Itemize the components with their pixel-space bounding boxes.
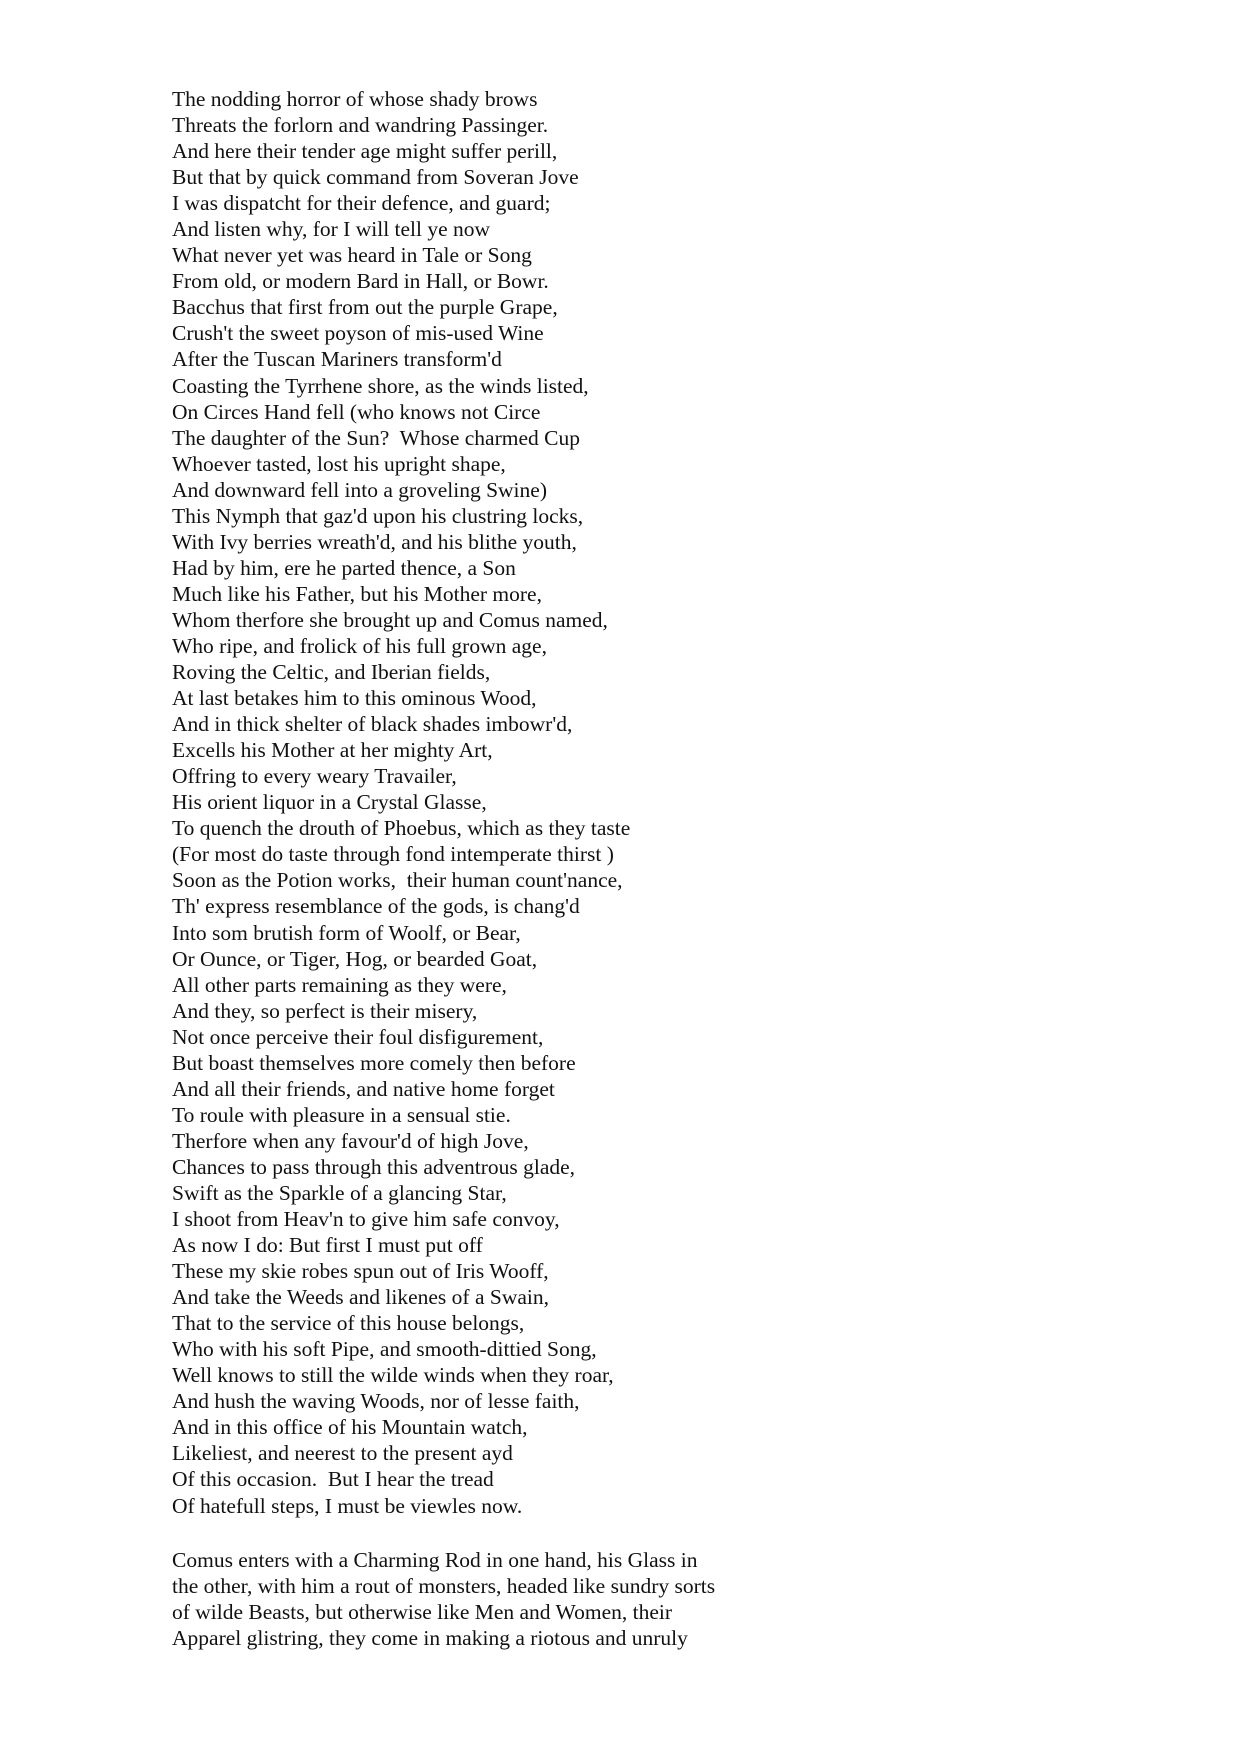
verse-line: Who ripe, and frolick of his full grown age, <box>172 633 547 658</box>
verse-line: (For most do taste through fond intemperate thirst ) <box>172 842 614 867</box>
verse-line: What never yet was heard in Tale or Song <box>172 243 532 268</box>
verse-line: His orient liquor in a Crystal Glasse, <box>172 790 487 815</box>
stage-direction-line: of wilde Beasts, but otherwise like Men and Women, their <box>172 1600 673 1625</box>
verse-line: Therfore when any favour'd of high Jove, <box>172 1128 529 1153</box>
verse-line: With Ivy berries wreath'd, and his blithe youth, <box>172 529 577 554</box>
verse-line: After the Tuscan Mariners transform'd <box>172 347 502 372</box>
verse-line: Not once perceive their foul disfigurement, <box>172 1024 544 1049</box>
verse-line: And in this office of his Mountain watch, <box>172 1415 528 1440</box>
verse-line: Threats the forlorn and wandring Passinger. <box>172 113 549 138</box>
verse-line: The nodding horror of whose shady brows <box>172 87 538 111</box>
verse-line: Of this occasion. But I hear the tread <box>172 1467 494 1492</box>
verse-line: Likeliest, and neerest to the present ayd <box>172 1441 513 1466</box>
verse-line: To quench the drouth of Phoebus, which as they taste <box>172 816 631 841</box>
verse-line: And they, so perfect is their misery, <box>172 998 478 1023</box>
verse-line: These my skie robes spun out of Iris Wooff, <box>172 1259 549 1284</box>
stage-direction-line: the other, with him a rout of monsters, headed like sundry sorts <box>172 1574 716 1599</box>
verse-line: All other parts remaining as they were, <box>172 972 507 997</box>
verse-line: Whoever tasted, lost his upright shape, <box>172 451 506 476</box>
stage-direction-line: Comus enters with a Charming Rod in one hand, his Glass in <box>172 1548 698 1572</box>
verse-line: Into som brutish form of Woolf, or Bear, <box>172 920 521 945</box>
verse-line: Well knows to still the wilde winds when they roar, <box>172 1363 614 1388</box>
verse-line: Roving the Celtic, and Iberian fields, <box>172 660 491 685</box>
verse-line: At last betakes him to this ominous Wood, <box>172 686 537 711</box>
verse-line: Bacchus that first from out the purple Grape, <box>172 295 558 320</box>
verse-line: I shoot from Heav'n to give him safe convoy, <box>172 1207 560 1232</box>
verse-line: Much like his Father, but his Mother more, <box>172 581 542 606</box>
verse-line: As now I do: But first I must put off <box>172 1233 483 1258</box>
verse-line: The daughter of the Sun? Whose charmed Cup <box>172 425 580 450</box>
verse-line: And all their friends, and native home forget <box>172 1076 555 1101</box>
verse-line: This Nymph that gaz'd upon his clustring locks, <box>172 503 584 528</box>
verse-line: Coasting the Tyrrhene shore, as the winds listed, <box>172 373 589 398</box>
verse-line: Th' express resemblance of the gods, is chang'd <box>172 894 580 919</box>
stage-direction-block <box>172 1547 1072 1651</box>
verse-block <box>172 86 1072 1519</box>
verse-line: Soon as the Potion works, their human count'nance, <box>172 868 623 893</box>
stage-direction-line: Apparel glistring, they come in making a riotous and unruly <box>172 1626 688 1651</box>
verse-line: And in thick shelter of black shades imbowr'd, <box>172 712 573 737</box>
verse-line: From old, or modern Bard in Hall, or Bowr. <box>172 269 549 294</box>
verse-line: And listen why, for I will tell ye now <box>172 217 491 242</box>
verse-line: Who with his soft Pipe, and smooth-dittied Song, <box>172 1337 597 1362</box>
verse-line: Excells his Mother at her mighty Art, <box>172 738 493 763</box>
verse-line: And hush the waving Woods, nor of lesse faith, <box>172 1389 580 1414</box>
verse-line: But that by quick command from Soveran Jove <box>172 165 579 190</box>
verse-line: But boast themselves more comely then before <box>172 1050 576 1075</box>
verse-line: Offring to every weary Travailer, <box>172 764 457 789</box>
verse-line: To roule with pleasure in a sensual stie. <box>172 1102 511 1127</box>
verse-line: Chances to pass through this adventrous glade, <box>172 1154 576 1179</box>
verse-line: Had by him, ere he parted thence, a Son <box>172 555 516 580</box>
verse-line: And downward fell into a groveling Swine) <box>172 477 547 502</box>
verse-line: On Circes Hand fell (who knows not Circe <box>172 399 541 424</box>
verse-line: Crush't the sweet poyson of mis-used Wine <box>172 321 544 346</box>
verse-line: Whom therfore she brought up and Comus named, <box>172 607 608 632</box>
verse-line: And take the Weeds and likenes of a Swain, <box>172 1285 550 1310</box>
verse-line: And here their tender age might suffer perill, <box>172 139 558 164</box>
verse-line: That to the service of this house belongs, <box>172 1311 525 1336</box>
verse-line: Of hatefull steps, I must be viewles now. <box>172 1493 523 1518</box>
verse-line: Swift as the Sparkle of a glancing Star, <box>172 1180 507 1205</box>
verse-line: Or Ounce, or Tiger, Hog, or bearded Goat, <box>172 946 538 971</box>
verse-line: I was dispatcht for their defence, and guard; <box>172 191 551 216</box>
